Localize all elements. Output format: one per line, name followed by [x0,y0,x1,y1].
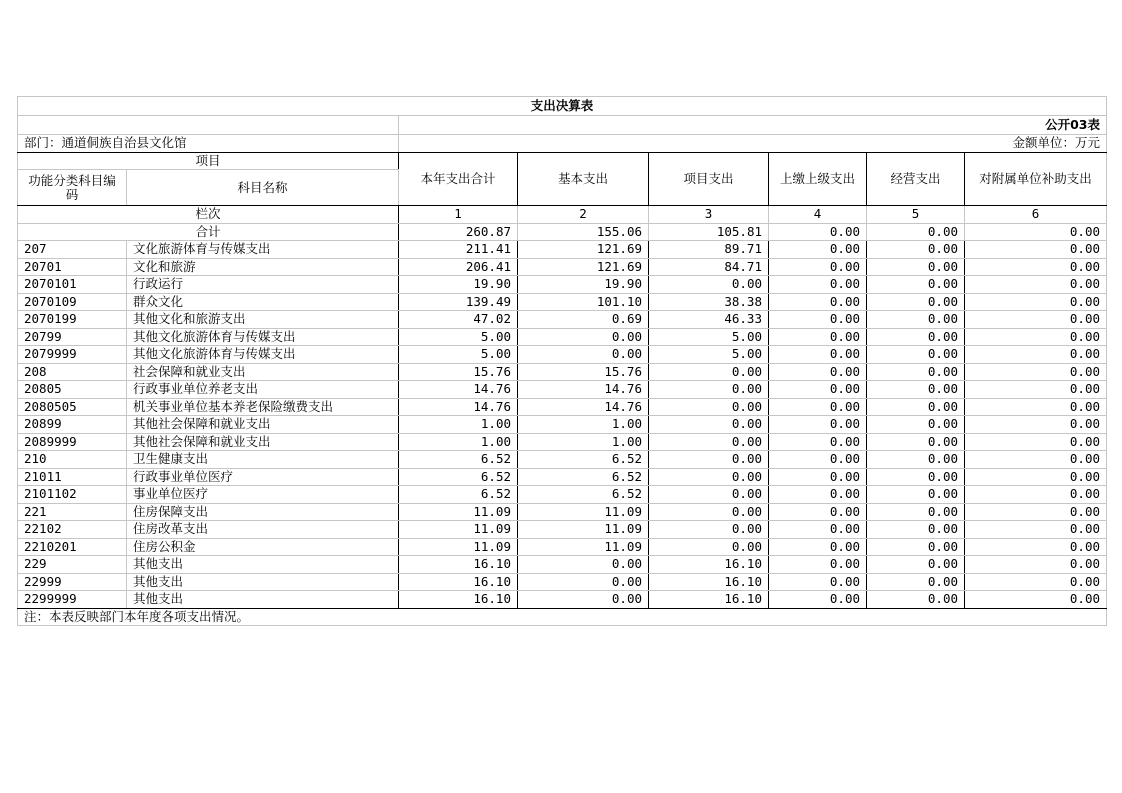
amount-cell: 0.00 [769,573,867,591]
table-row [18,241,1107,259]
amount-cell: 0.00 [769,363,867,381]
header-subsidy: 对附属单位补助支出 [965,152,1107,206]
subject-code: 2101102 [18,486,127,504]
column-number: 5 [867,206,965,224]
amount-cell: 0.00 [965,538,1107,556]
amount-cell: 0.00 [965,328,1107,346]
header-basic: 基本支出 [518,152,649,206]
amount-cell: 0.00 [518,573,649,591]
amount-cell: 0.00 [867,556,965,574]
table-row [18,433,1107,451]
subject-code: 22999 [18,573,127,591]
amount-cell: 0.00 [867,381,965,399]
table-row [18,573,1107,591]
amount-cell: 0.00 [649,381,769,399]
table-row [18,538,1107,556]
subject-name: 其他文化旅游体育与传媒支出 [127,328,399,346]
subject-name: 机关事业单位基本养老保险缴费支出 [127,398,399,416]
amount-cell: 16.10 [649,573,769,591]
amount-cell: 0.00 [518,328,649,346]
title-row [18,97,1107,116]
amount-cell: 0.00 [649,521,769,539]
amount-cell: 0.00 [965,241,1107,259]
subject-name: 住房改革支出 [127,521,399,539]
expenditure-table [17,96,1107,626]
amount-cell: 46.33 [649,311,769,329]
table-row [18,328,1107,346]
subject-name: 其他文化和旅游支出 [127,311,399,329]
amount-cell: 0.00 [965,486,1107,504]
amount-cell: 11.09 [518,521,649,539]
amount-cell: 121.69 [518,241,649,259]
subject-name: 其他文化旅游体育与传媒支出 [127,346,399,364]
amount-cell: 0.00 [649,538,769,556]
table-row [18,381,1107,399]
header-item: 项目 [18,152,399,170]
amount-cell: 0.00 [867,293,965,311]
table-row [18,311,1107,329]
amount-cell: 19.90 [399,276,518,294]
amount-cell: 0.00 [649,486,769,504]
amount-cell: 19.90 [518,276,649,294]
amount-cell: 0.00 [867,398,965,416]
subject-code: 20899 [18,416,127,434]
amount-cell: 0.00 [769,503,867,521]
amount-cell: 16.10 [399,591,518,609]
amount-cell: 15.76 [518,363,649,381]
table-row [18,468,1107,486]
subject-code: 2070101 [18,276,127,294]
amount-cell: 0.00 [769,468,867,486]
amount-cell: 84.71 [649,258,769,276]
amount-cell: 47.02 [399,311,518,329]
amount-cell: 0.00 [965,311,1107,329]
column-number: 2 [518,206,649,224]
table-row [18,363,1107,381]
amount-cell: 6.52 [399,486,518,504]
amount-cell: 0.00 [518,346,649,364]
subject-code: 221 [18,503,127,521]
amount-cell: 0.00 [518,591,649,609]
table-row [18,293,1107,311]
form-number: 公开03表 [399,116,1107,135]
amount-cell: 0.00 [649,451,769,469]
amount-cell: 11.09 [399,503,518,521]
amount-cell: 0.00 [769,398,867,416]
amount-cell: 1.00 [518,416,649,434]
subject-code: 210 [18,451,127,469]
table-row [18,398,1107,416]
table-row [18,556,1107,574]
subject-name: 行政事业单位医疗 [127,468,399,486]
amount-cell: 0.00 [769,258,867,276]
department-label: 部门：通道侗族自治县文化馆 [18,135,399,153]
amount-cell: 89.71 [649,241,769,259]
amount-cell: 38.38 [649,293,769,311]
column-number: 6 [965,206,1107,224]
subject-name: 事业单位医疗 [127,486,399,504]
table-row [18,416,1107,434]
amount-cell: 5.00 [399,328,518,346]
amount-cell: 0.00 [965,398,1107,416]
total-value: 105.81 [649,223,769,241]
total-value: 260.87 [399,223,518,241]
amount-cell: 0.00 [649,398,769,416]
amount-cell: 11.09 [399,521,518,539]
table-row [18,346,1107,364]
amount-cell: 0.00 [769,328,867,346]
amount-cell: 0.00 [769,556,867,574]
amount-cell: 0.00 [965,416,1107,434]
subject-code: 2070199 [18,311,127,329]
table-row [18,591,1107,609]
subject-code: 2079999 [18,346,127,364]
column-number-label: 栏次 [18,206,399,224]
subject-code: 207 [18,241,127,259]
amount-cell: 0.00 [769,381,867,399]
subject-name: 住房保障支出 [127,503,399,521]
amount-cell: 1.00 [399,433,518,451]
form-number-row [18,116,1107,135]
amount-cell: 14.76 [399,381,518,399]
table-row [18,486,1107,504]
amount-cell: 1.00 [399,416,518,434]
amount-cell: 0.00 [649,468,769,486]
amount-cell: 6.52 [399,451,518,469]
subject-code: 20701 [18,258,127,276]
amount-cell: 0.00 [769,241,867,259]
amount-cell: 0.00 [965,276,1107,294]
amount-cell: 14.76 [518,381,649,399]
subject-name: 行政事业单位养老支出 [127,381,399,399]
column-number-row [18,206,1107,224]
amount-cell: 1.00 [518,433,649,451]
amount-cell: 0.00 [649,503,769,521]
amount-cell: 11.09 [518,538,649,556]
subject-name: 其他支出 [127,591,399,609]
subject-name: 其他社会保障和就业支出 [127,416,399,434]
amount-cell: 0.00 [965,451,1107,469]
amount-cell: 0.00 [965,591,1107,609]
amount-cell: 6.52 [399,468,518,486]
expenditure-sheet [17,96,1106,626]
header-operating: 经营支出 [867,152,965,206]
amount-cell: 6.52 [518,486,649,504]
amount-cell: 0.00 [867,468,965,486]
amount-cell: 0.00 [867,503,965,521]
total-value: 0.00 [769,223,867,241]
subject-code: 2210201 [18,538,127,556]
note-row [18,608,1107,626]
amount-cell: 0.00 [769,416,867,434]
amount-cell: 0.00 [769,311,867,329]
amount-cell: 0.00 [867,591,965,609]
amount-cell: 0.00 [867,416,965,434]
amount-cell: 16.10 [649,556,769,574]
header-upper: 上缴上级支出 [769,152,867,206]
amount-unit-label: 金额单位：万元 [399,135,1107,153]
table-row [18,276,1107,294]
amount-cell: 14.76 [399,398,518,416]
table-row [18,521,1107,539]
subject-name: 群众文化 [127,293,399,311]
amount-cell: 0.00 [867,573,965,591]
amount-cell: 0.00 [769,538,867,556]
total-value: 155.06 [518,223,649,241]
amount-cell: 0.00 [769,433,867,451]
subject-name: 卫生健康支出 [127,451,399,469]
amount-cell: 0.00 [965,433,1107,451]
subject-name: 其他支出 [127,556,399,574]
subject-code: 21011 [18,468,127,486]
total-row [18,223,1107,241]
amount-cell: 0.00 [769,451,867,469]
amount-cell: 15.76 [399,363,518,381]
subject-code: 2089999 [18,433,127,451]
amount-cell: 0.00 [867,311,965,329]
amount-cell: 0.00 [769,276,867,294]
subject-name: 文化和旅游 [127,258,399,276]
subject-name: 文化旅游体育与传媒支出 [127,241,399,259]
table-note: 注：本表反映部门本年度各项支出情况。 [18,608,1107,626]
amount-cell: 0.00 [965,293,1107,311]
amount-cell: 0.00 [965,573,1107,591]
subject-code: 20805 [18,381,127,399]
amount-cell: 0.00 [649,363,769,381]
amount-cell: 0.00 [518,556,649,574]
amount-cell: 16.10 [399,573,518,591]
subject-name: 行政运行 [127,276,399,294]
amount-cell: 0.00 [867,538,965,556]
amount-cell: 16.10 [399,556,518,574]
amount-cell: 0.00 [867,486,965,504]
column-number: 4 [769,206,867,224]
column-number: 3 [649,206,769,224]
amount-cell: 14.76 [518,398,649,416]
amount-cell: 0.00 [867,258,965,276]
amount-cell: 16.10 [649,591,769,609]
amount-cell: 11.09 [518,503,649,521]
amount-cell: 139.49 [399,293,518,311]
amount-cell: 0.00 [769,293,867,311]
amount-cell: 5.00 [399,346,518,364]
amount-cell: 5.00 [649,346,769,364]
subject-name: 社会保障和就业支出 [127,363,399,381]
subject-name: 住房公积金 [127,538,399,556]
amount-cell: 0.00 [867,346,965,364]
amount-cell: 0.00 [867,328,965,346]
amount-cell: 6.52 [518,468,649,486]
table-row [18,451,1107,469]
subject-name: 其他社会保障和就业支出 [127,433,399,451]
amount-cell: 0.00 [965,556,1107,574]
amount-cell: 0.00 [867,363,965,381]
form-number-spacer [18,116,399,135]
total-value: 0.00 [867,223,965,241]
amount-cell: 0.00 [965,521,1107,539]
amount-cell: 0.00 [649,433,769,451]
table-title: 支出决算表 [18,97,1107,116]
subject-code: 20799 [18,328,127,346]
amount-cell: 101.10 [518,293,649,311]
header-total: 本年支出合计 [399,152,518,206]
amount-cell: 0.00 [769,591,867,609]
header-project: 项目支出 [649,152,769,206]
amount-cell: 0.00 [867,433,965,451]
amount-cell: 0.00 [965,503,1107,521]
amount-cell: 206.41 [399,258,518,276]
amount-cell: 0.00 [649,416,769,434]
dept-row [18,135,1107,153]
header-row-1 [18,152,1107,170]
subject-code: 2080505 [18,398,127,416]
subject-code: 229 [18,556,127,574]
subject-code: 22102 [18,521,127,539]
amount-cell: 0.00 [965,363,1107,381]
column-number: 1 [399,206,518,224]
amount-cell: 121.69 [518,258,649,276]
table-row [18,258,1107,276]
amount-cell: 211.41 [399,241,518,259]
header-name: 科目名称 [127,170,399,206]
amount-cell: 0.69 [518,311,649,329]
total-value: 0.00 [965,223,1107,241]
table-row [18,503,1107,521]
total-label: 合计 [18,223,399,241]
amount-cell: 0.00 [965,258,1107,276]
amount-cell: 0.00 [769,521,867,539]
amount-cell: 0.00 [965,468,1107,486]
subject-code: 2070109 [18,293,127,311]
subject-code: 208 [18,363,127,381]
amount-cell: 11.09 [399,538,518,556]
amount-cell: 0.00 [769,486,867,504]
amount-cell: 0.00 [867,241,965,259]
amount-cell: 0.00 [867,521,965,539]
amount-cell: 5.00 [649,328,769,346]
subject-code: 2299999 [18,591,127,609]
header-code: 功能分类科目编码 [18,170,127,206]
amount-cell: 0.00 [965,346,1107,364]
subject-name: 其他支出 [127,573,399,591]
amount-cell: 0.00 [867,451,965,469]
amount-cell: 0.00 [867,276,965,294]
amount-cell: 6.52 [518,451,649,469]
amount-cell: 0.00 [769,346,867,364]
amount-cell: 0.00 [965,381,1107,399]
amount-cell: 0.00 [649,276,769,294]
